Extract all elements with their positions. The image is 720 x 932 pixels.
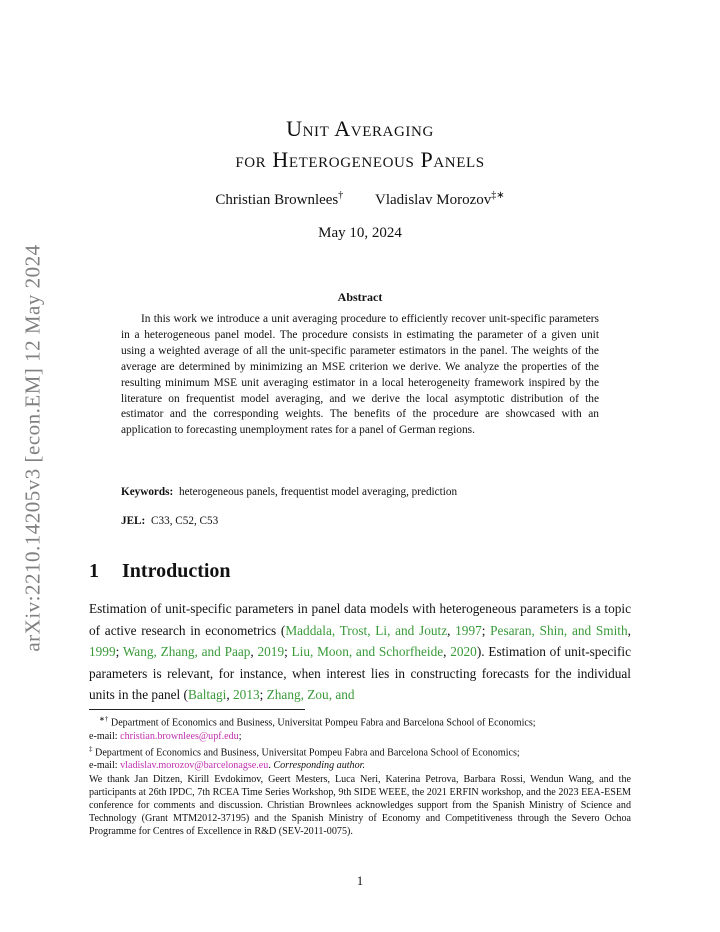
footnote-mark: ∗† bbox=[99, 715, 109, 723]
footnotes bbox=[89, 713, 631, 839]
footnote-text: . bbox=[268, 760, 274, 772]
intro-text: ; bbox=[481, 622, 491, 638]
keywords-label: Keywords: bbox=[121, 486, 174, 498]
author-2-name: Vladislav Morozov bbox=[375, 192, 492, 208]
footnote-mark: ‡ bbox=[89, 744, 93, 753]
email-link[interactable]: christian.brownlees@upf.edu bbox=[120, 730, 239, 742]
jel-label: JEL: bbox=[121, 515, 146, 527]
intro-text: ; bbox=[259, 687, 267, 703]
author-list bbox=[0, 190, 720, 209]
section-heading bbox=[89, 560, 231, 583]
citation-link[interactable]: Baltagi bbox=[187, 687, 227, 703]
jel-text: C33, C52, C53 bbox=[151, 515, 219, 527]
intro-paragraph bbox=[89, 598, 631, 706]
author-1-mark: † bbox=[338, 190, 344, 201]
keywords-text: heterogeneous panels, frequentist model averaging, prediction bbox=[179, 486, 458, 498]
citation-link[interactable]: Zhang, Zou, and bbox=[266, 687, 355, 703]
footnote-text: ; bbox=[238, 730, 242, 742]
citation-link[interactable]: Wang, Zhang, and Paap bbox=[122, 644, 251, 660]
title-line-2: for Heterogeneous Panels bbox=[235, 147, 485, 172]
intro-text: ). Estimation of unit-specific parameters is relevant, for instance, when interest lies in constructing forecasts for the individual units in the panel ( bbox=[89, 644, 631, 703]
intro-text: , bbox=[250, 644, 258, 660]
email-label: e-mail: bbox=[89, 730, 121, 742]
citation-link[interactable]: 2019 bbox=[257, 644, 285, 660]
page-number: 1 bbox=[356, 874, 364, 888]
citation-link[interactable]: 1999 bbox=[89, 644, 116, 660]
author-2 bbox=[375, 190, 505, 209]
footnote-rule bbox=[89, 709, 305, 710]
citation-link[interactable]: 2013 bbox=[233, 687, 260, 703]
author-2-mark: ‡∗ bbox=[491, 190, 505, 201]
author-1 bbox=[215, 190, 343, 209]
author-1-name: Christian Brownlees bbox=[215, 192, 339, 208]
intro-text: Estimation of unit-specific parameters in panel data models with heterogeneous parameters is a topic of active research in econometrics ( bbox=[89, 601, 631, 638]
email-link[interactable]: vladislav.morozov@barcelonagse.eu bbox=[120, 760, 269, 772]
intro-text: ; bbox=[284, 644, 292, 660]
paper-date: May 10, 2024 bbox=[318, 225, 402, 241]
section-title: Introduction bbox=[122, 560, 231, 582]
abstract-text: In this work we introduce a unit averaging procedure to efficiently recover unit-specific parameters in a heterogeneous panel model. The procedure consists in estimating the parameter of a given unit using a weighted average of all the unit-specific parameter estimators in the panel. The weights of the average are determined by minimizing an MSE criterion we derive. We analyze the properties of the resulting minimum MSE unit averaging estimator in a local heterogeneity framework inspired by the literature on frequentist model averaging, and we derive the local asymptotic distribution of the estimator and the corresponding weights. The benefits of the procedure are showcased with an application to forecasting unemployment rates for a panel of German regions. bbox=[121, 313, 599, 437]
keywords bbox=[121, 486, 599, 498]
title-line-1: Unit Averaging bbox=[286, 116, 434, 141]
intro-text: ; bbox=[115, 644, 123, 660]
footnote-author-2 bbox=[89, 743, 631, 773]
footnote-author-1 bbox=[89, 713, 631, 743]
arxiv-stamp: arXiv:2210.14205v3 [econ.EM] 12 May 2024 bbox=[20, 244, 45, 652]
intro-text: , bbox=[443, 644, 451, 660]
intro-text: , bbox=[226, 687, 234, 703]
citation-link[interactable]: Pesaran, Shin, and Smith bbox=[490, 622, 628, 638]
corresponding-author-note: Corresponding author. bbox=[273, 760, 365, 772]
section-number: 1 bbox=[89, 560, 99, 582]
acknowledgements: We thank Jan Ditzen, Kirill Evdokimov, Geert Mesters, Luca Neri, Katerina Petrova, Barbara Rossi, Wendun Wang, and the participants at 26th IPDC, 7th RCEA Time Series Workshop, 9th SIDE WEEE, the 2021 ERFIN workshop, and the 2023 EEA-ESEM conference for comments and discussion. Christian Brownlees acknowledges support from the Spanish Ministry of Science and Technology (Grant MTM2012-37195) and the Spanish Ministry of Economy and Competitiveness through the Severo Ochoa Programme for Centres of Excellence in R&D (SEV-2011-0075). bbox=[89, 773, 631, 838]
email-label: e-mail: bbox=[89, 760, 121, 772]
citation-link[interactable]: 1997 bbox=[455, 622, 482, 638]
jel-codes bbox=[121, 515, 599, 527]
footnote-text: Department of Economics and Business, Universitat Pompeu Fabra and Barcelona School of Economics; bbox=[108, 717, 536, 729]
footnote-text: Department of Economics and Business, Universitat Pompeu Fabra and Barcelona School of Economics; bbox=[92, 747, 520, 759]
paper-title bbox=[0, 113, 720, 175]
citation-link[interactable]: 2020 bbox=[450, 644, 477, 660]
intro-text: , bbox=[447, 622, 456, 638]
citation-link[interactable]: Maddala, Trost, Li, and Joutz bbox=[285, 622, 448, 638]
citation-link[interactable]: Liu, Moon, and Schorfheide bbox=[291, 644, 444, 660]
abstract-heading: Abstract bbox=[337, 290, 383, 304]
intro-text: , bbox=[627, 622, 631, 638]
